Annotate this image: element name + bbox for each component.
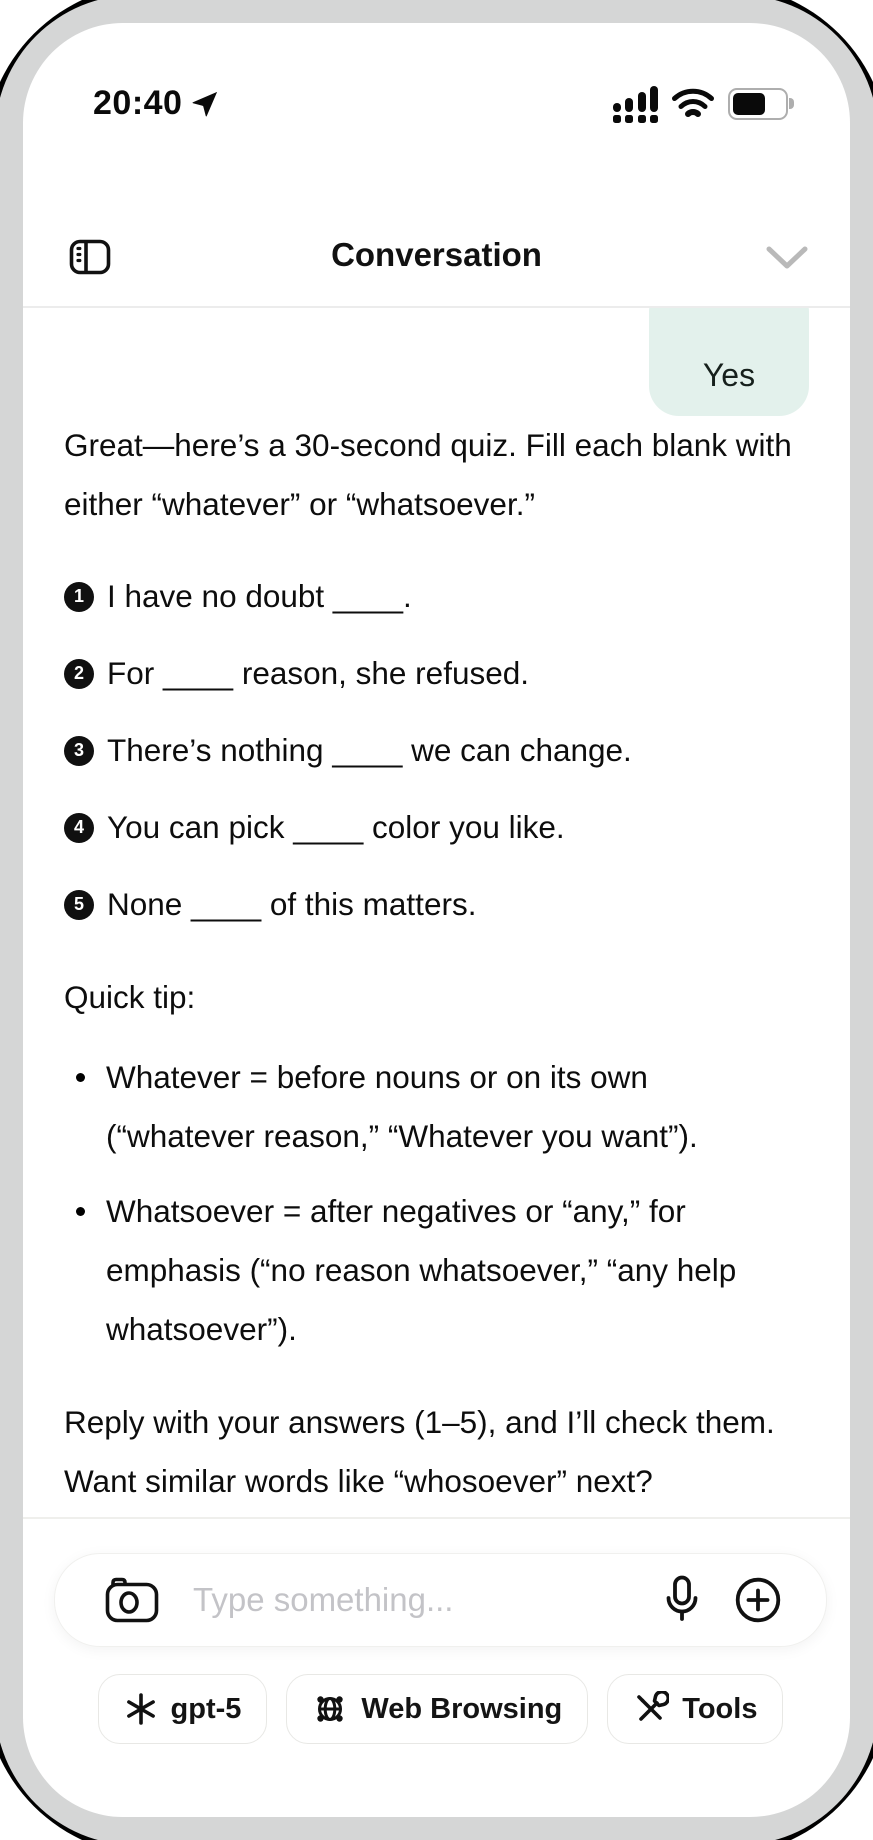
number-badge: 3 [64,736,94,766]
tip-heading: Quick tip: [64,979,196,1015]
chat-scroll-area[interactable] [23,308,850,1517]
number-badge: 1 [64,582,94,612]
bullet-icon [76,1073,85,1082]
collapse-conversation-button[interactable] [764,244,810,276]
page-title: Conversation [331,236,542,273]
chevron-down-icon [764,244,810,272]
model-chip[interactable] [98,1674,268,1744]
chips-row [54,1674,827,1744]
quiz-item-text: For ____ reason, she refused. [107,655,530,691]
header [23,129,850,308]
web-browsing-chip-label: Web Browsing [361,1692,563,1725]
tools-chip[interactable] [607,1674,783,1744]
quiz-item [64,644,805,703]
user-message-bubble [649,308,809,416]
wifi-icon [671,88,715,121]
message-input-placeholder[interactable]: Type something... [193,1581,454,1618]
model-chip-label: gpt-5 [170,1692,242,1725]
location-arrow-icon [190,89,220,119]
assistant-intro: Great—here’s a 30-second quiz. Fill each blank with either “whatever” or “whatsoever.” [64,427,792,522]
battery-icon [728,88,788,120]
quiz-item-text: I have no doubt ____. [107,578,412,614]
message-input[interactable] [54,1553,827,1647]
tools-icon [633,1691,669,1727]
status-bar [23,23,850,129]
quiz-item [64,875,805,934]
plus-button[interactable] [734,1576,782,1624]
sidebar-toggle-icon [69,238,111,276]
assistant-outro: Reply with your answers (1–5), and I’ll check them. Want similar words like “whosoever” next? [64,1404,775,1499]
number-badge: 4 [64,813,94,843]
quiz-item [64,567,805,626]
quiz-item-text: There’s nothing ____ we can change. [107,732,632,768]
web-icon [312,1691,348,1727]
tip-text: Whatsoever = after negatives or “any,” for emphasis (“no reason whatsoever,” “any help whatsoever”). [106,1193,737,1347]
web-browsing-chip[interactable] [286,1674,588,1744]
number-badge: 5 [64,890,94,920]
sidebar-toggle-button[interactable] [69,238,111,276]
tip-item [64,1048,805,1166]
number-badge: 2 [64,659,94,689]
tip-item [64,1182,805,1359]
cellular-signal-icon [613,85,659,123]
quiz-item [64,721,805,780]
bullet-icon [76,1207,85,1216]
composer [23,1517,850,1817]
tools-chip-label: Tools [682,1692,758,1725]
quiz-item-text: You can pick ____ color you like. [107,809,565,845]
user-message-text: Yes [702,357,756,393]
camera-button[interactable] [105,1576,159,1624]
quiz-item [64,798,805,857]
mic-button[interactable] [664,1575,700,1625]
quiz-item-text: None ____ of this matters. [107,886,477,922]
status-time: 20:40 [93,84,183,122]
app-screen [23,23,850,1817]
assistant-message [64,308,805,1511]
tip-text: Whatever = before nouns or on its own (“whatever reason,” “Whatever you want”). [106,1059,698,1154]
asterisk-icon [124,1692,158,1726]
